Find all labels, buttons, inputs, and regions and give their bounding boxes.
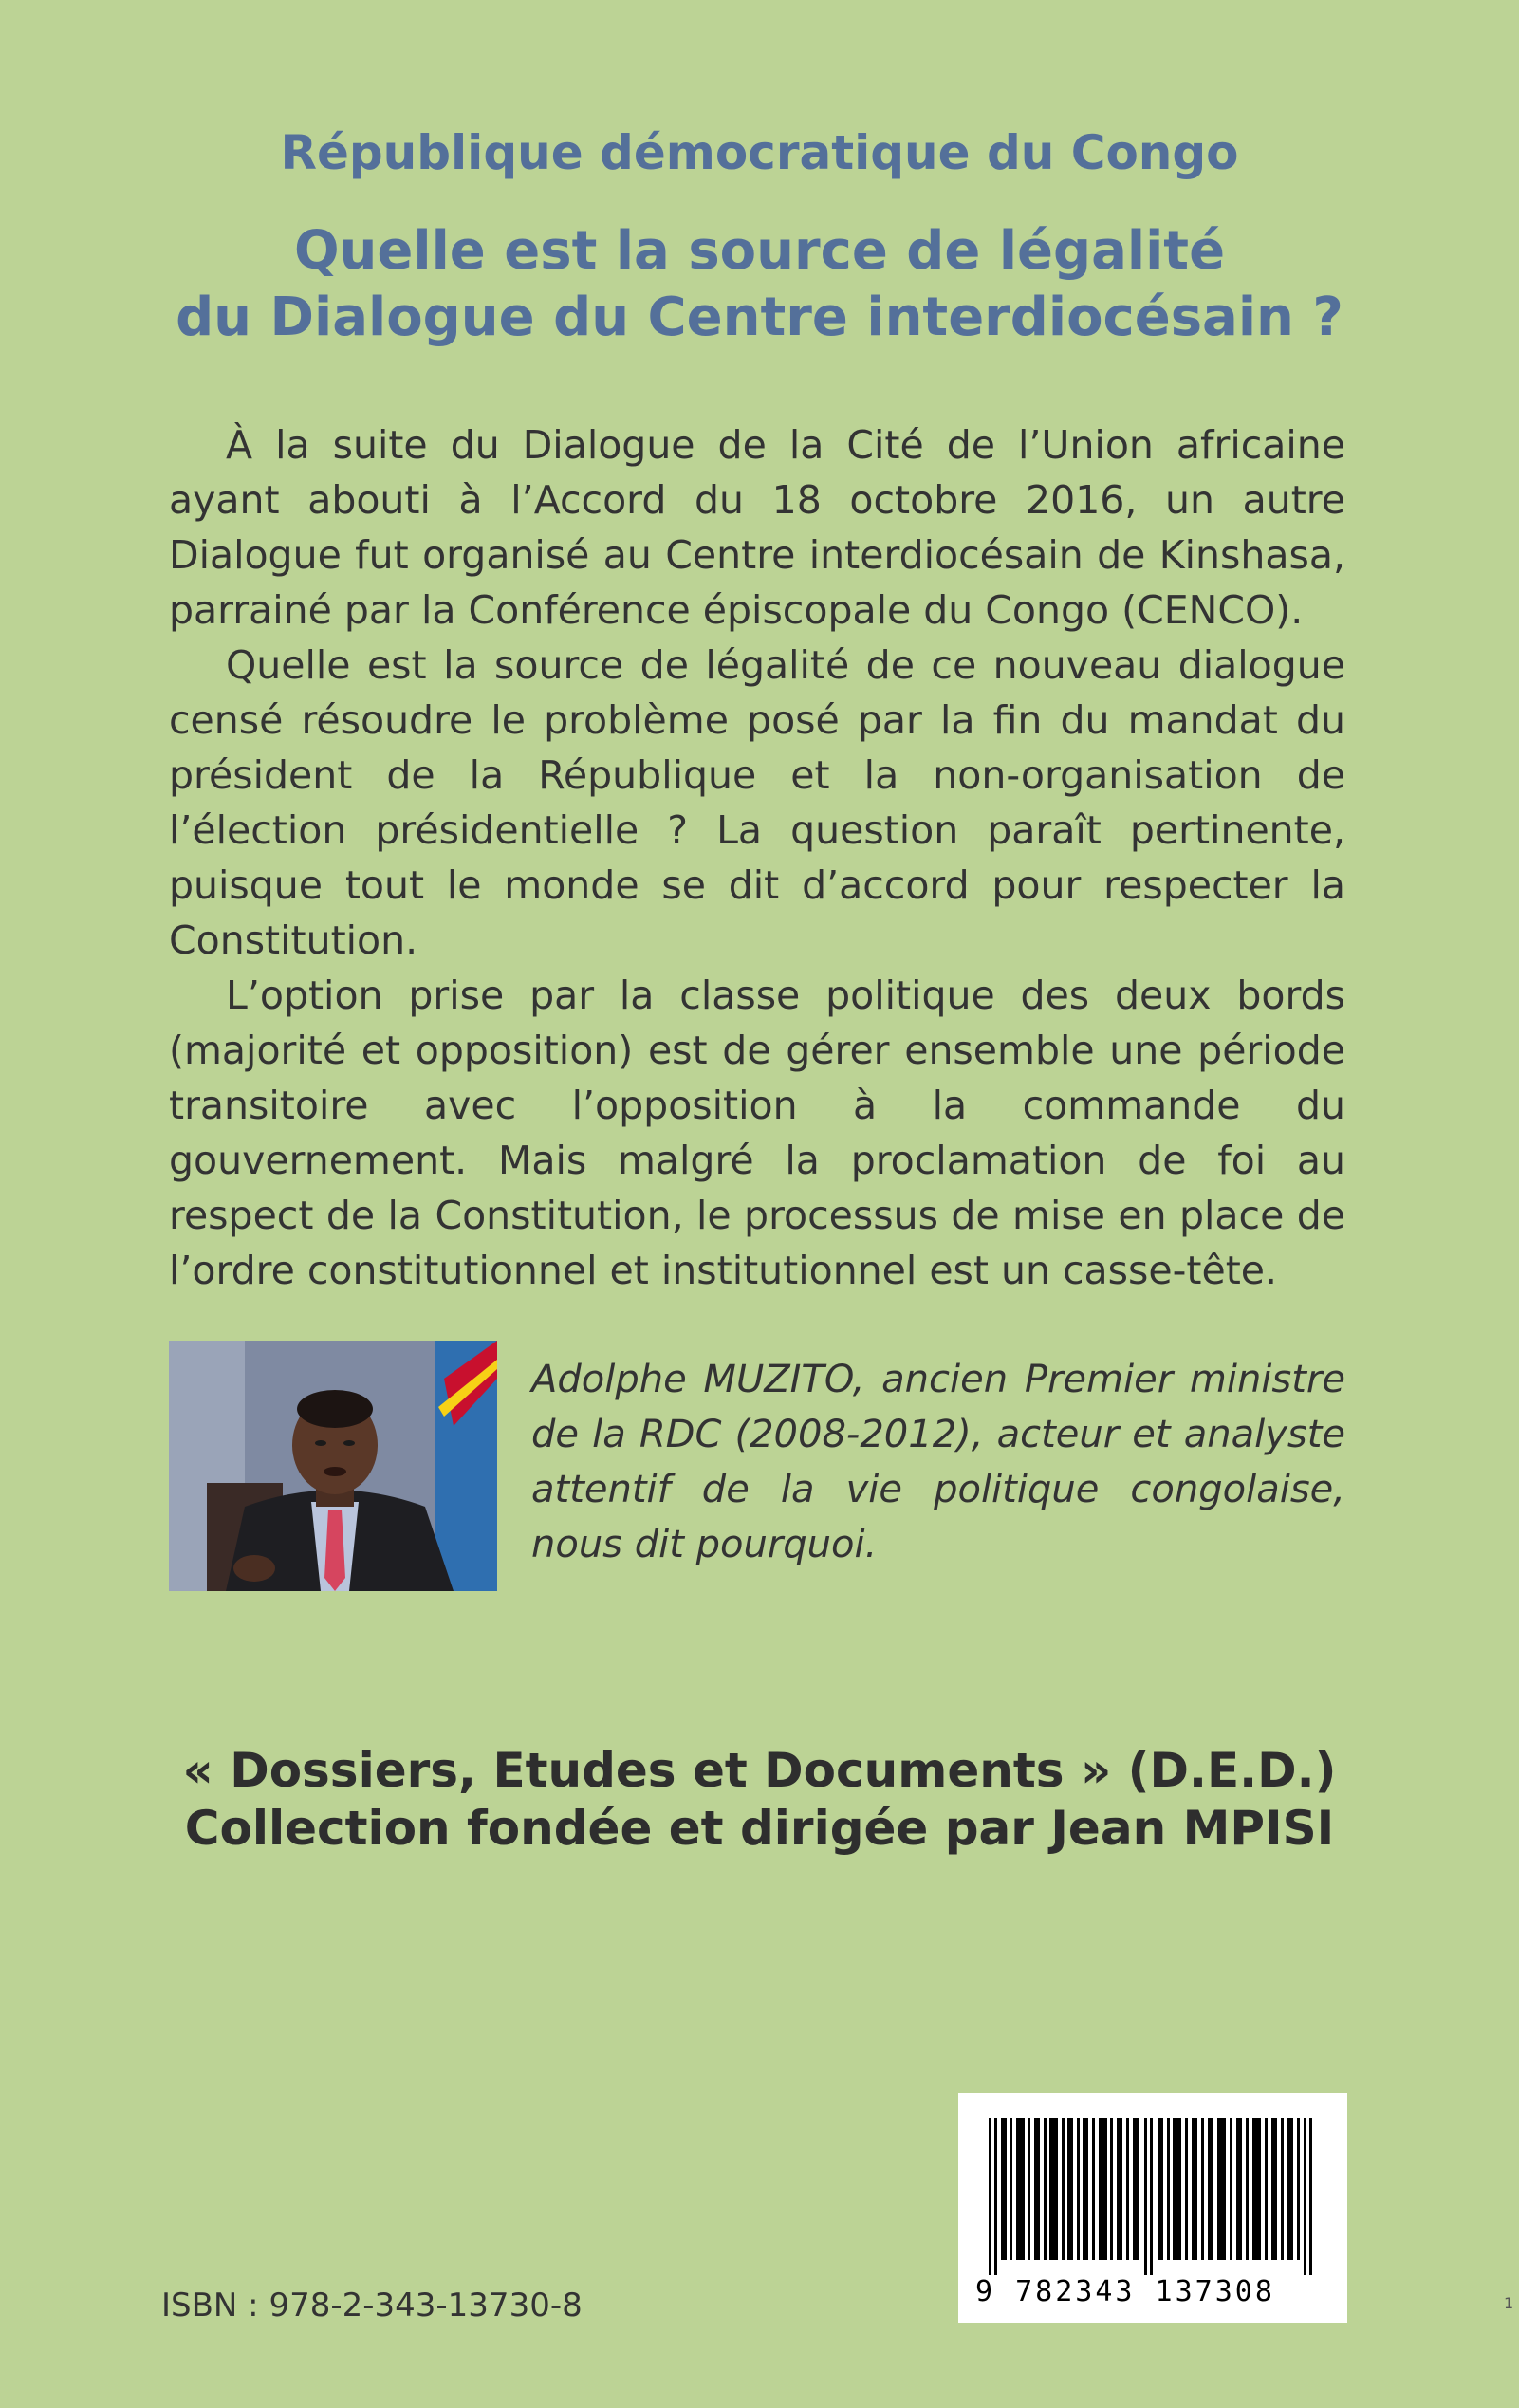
summary-paragraph-2: Quelle est la source de légalité de ce nouveau dialogue censé résoudre le problème posé par la fin du mandat du président de la République et la non-organisation de l’élection présidentielle ? La question paraît pertinente, puisque tout le monde se dit d’accord pour respecter la Constitution. — [169, 642, 1345, 963]
cover-title — [0, 218, 1519, 351]
author-photo — [169, 1341, 497, 1591]
collection-name: « Dossiers, Etudes et Documents » (D.E.D.) — [182, 1743, 1337, 1798]
isbn: ISBN : 978-2-343-13730-8 — [161, 2287, 583, 2325]
cover-title-line-2: du Dialogue du Centre interdiocésain ? — [176, 287, 1343, 348]
collection-editor: Collection fondée et dirigée par Jean MPISI — [184, 1801, 1335, 1856]
summary-paragraph-3: L’option prise par la classe politique des deux bords (majorité et opposition) est de gérer ensemble une période transitoire avec l’opposition à la commande du gouvernement. Mais malgré la proclamation de foi au respect de la Constitution, le processus de mise en place de l’ordre constitutionnel et institutionnel est un casse-tête. — [169, 972, 1345, 1293]
cover-subtitle: République démocratique du Congo — [280, 125, 1239, 180]
barcode-bars — [975, 2118, 1334, 2275]
edge-mark: 1 — [1504, 2294, 1514, 2312]
author-portrait-illustration — [169, 1341, 497, 1591]
cover-title-line-1: Quelle est la source de légalité — [293, 220, 1226, 282]
barcode — [958, 2093, 1347, 2323]
summary-paragraph-1: À la suite du Dialogue de la Cité de l’Union africaine ayant abouti à l’Accord du 18 octobre 2016, un autre Dialogue fut organisé au Centre interdiocésain de Kinshasa, parrainé par la Conférence épiscopale du Congo (CENCO). — [169, 422, 1345, 633]
summary-text — [169, 417, 1345, 1298]
author-bio: Adolphe MUZITO, ancien Premier ministre de la RDC (2008-2012), acteur et analyste attentif de la vie politique congolaise, nous dit pourquoi. — [531, 1358, 1345, 1566]
barcode-digits: 9 782343 137308 — [975, 2275, 1275, 2308]
